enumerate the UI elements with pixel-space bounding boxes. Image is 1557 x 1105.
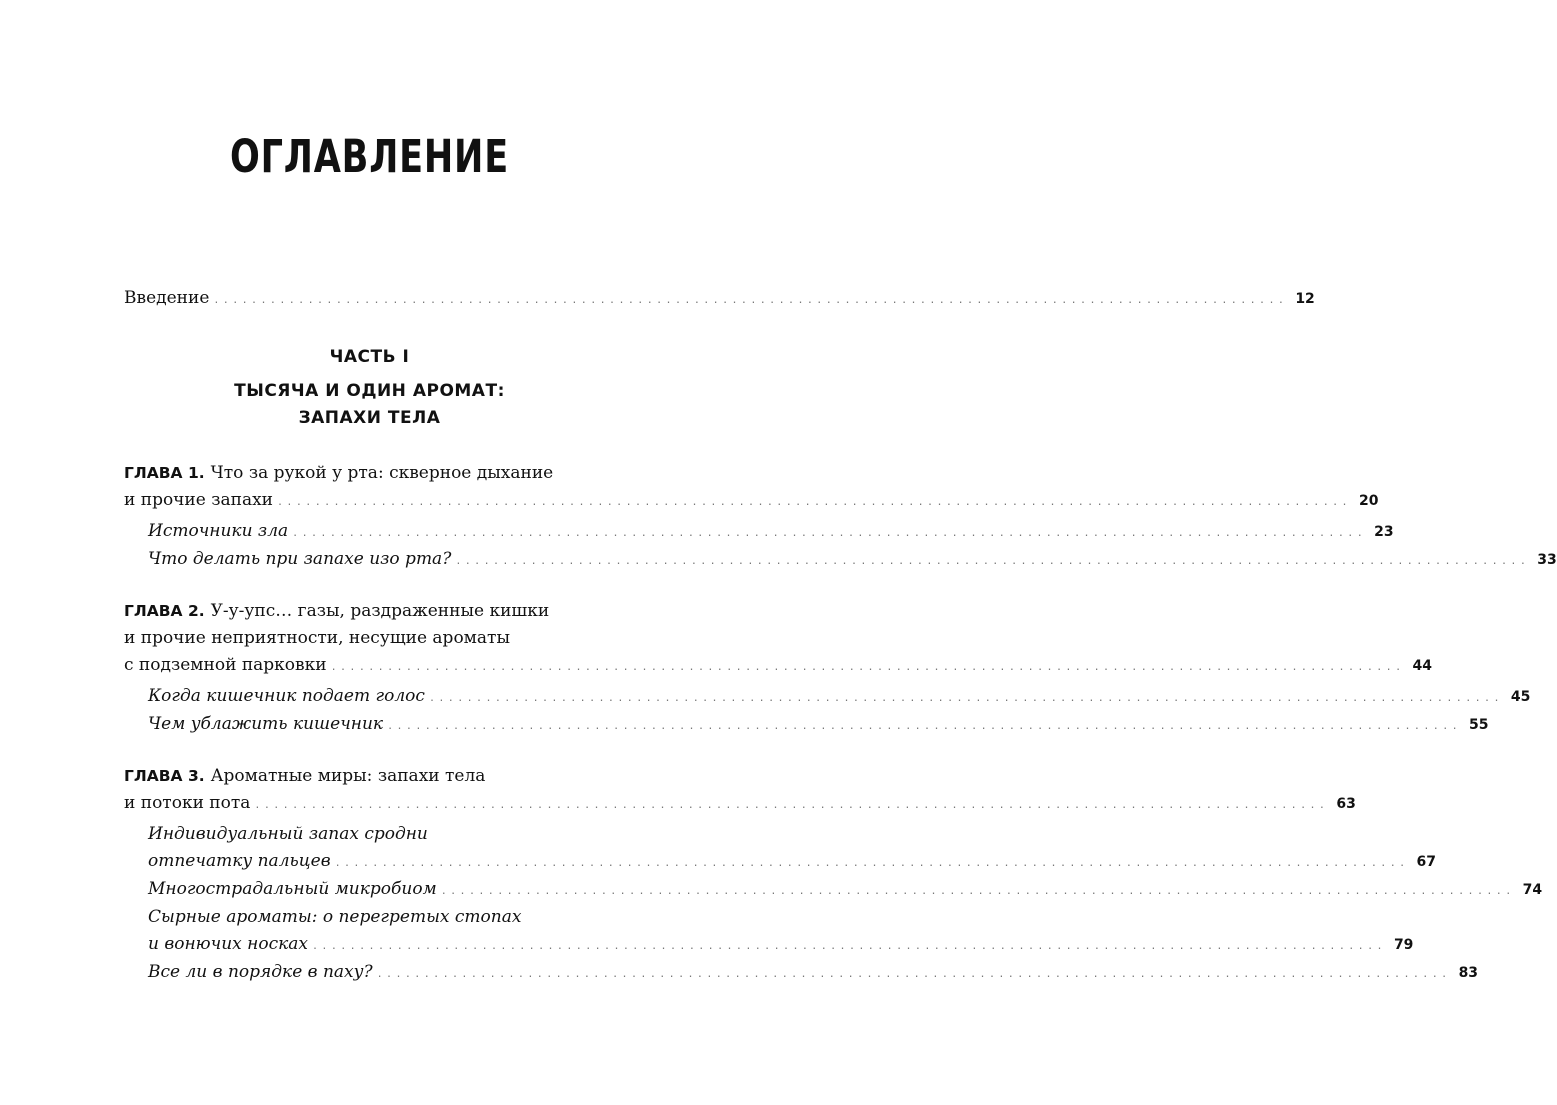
chapter-heading-line[interactable]: [124, 793, 1356, 821]
chapter-title-line: и прочие запахи: [124, 490, 274, 510]
part-title-line-2: ЗАПАХИ ТЕЛА: [298, 408, 441, 428]
chapter-heading-line[interactable]: [124, 766, 656, 794]
section-title: и вонючих носках: [148, 934, 308, 954]
chapter-label: ГЛАВА 1.: [124, 464, 205, 482]
chapter-heading-line[interactable]: [124, 628, 656, 656]
leader-dots: ..................................................................................................................: [213, 295, 1288, 306]
page-number: 45: [1510, 689, 1531, 705]
chapter-label: ГЛАВА 3.: [124, 767, 205, 785]
section-entry[interactable]: [148, 714, 1489, 742]
section-title: Источники зла: [148, 521, 289, 541]
page-number: 63: [1336, 796, 1356, 812]
leader-dots: ..................................................................................................................: [254, 800, 1329, 811]
section-title: Индивидуальный запах сродни: [148, 824, 428, 844]
leader-dots: ..................................................................................................................: [387, 721, 1462, 732]
leader-dots: ..................................................................................................................: [440, 886, 1515, 897]
chapter-label: ГЛАВА 2.: [124, 602, 205, 620]
part-title-line-1: ТЫСЯЧА И ОДИН АРОМАТ:: [234, 381, 505, 401]
section-entry[interactable]: [148, 879, 1543, 907]
leader-dots: ..................................................................................................................: [428, 693, 1503, 704]
section-title: Многострадальный микробиом: [148, 879, 437, 899]
chapter-title-line: и потоки пота: [124, 793, 251, 813]
leader-dots: ..................................................................................................................: [292, 528, 1367, 539]
section-entry[interactable]: [148, 686, 1531, 714]
section-entry[interactable]: [148, 851, 1437, 879]
page-number: 23: [1374, 524, 1394, 540]
toc-entry-intro[interactable]: [124, 288, 1315, 316]
leader-dots: ..................................................................................................................: [376, 969, 1451, 980]
chapter-title-line: У-у-упс… газы, раздраженные кишки: [210, 601, 550, 621]
section-entry[interactable]: [148, 824, 656, 852]
page-number: 83: [1458, 965, 1479, 981]
page-number: 44: [1412, 658, 1432, 674]
leader-dots: ..................................................................................................................: [455, 556, 1530, 567]
section-title: Что делать при запахе изо рта?: [148, 549, 452, 569]
leader-dots: ..................................................................................................................: [330, 662, 1405, 673]
page-title: ОГЛАВЛЕНИЕ: [230, 130, 509, 183]
toc-entry-label: Введение: [124, 288, 210, 308]
page-number: 55: [1469, 717, 1489, 733]
chapter-title-line: с подземной парковки: [124, 655, 327, 675]
chapter-heading-line[interactable]: [124, 655, 1432, 683]
section-title: Когда кишечник подает голос: [148, 686, 425, 706]
page-number: 33: [1537, 552, 1557, 568]
part-number: ЧАСТЬ I: [329, 347, 410, 367]
section-entry[interactable]: [148, 962, 1479, 990]
leader-dots: ..................................................................................................................: [312, 941, 1386, 952]
chapter-title-line: и прочие неприятности, несущие ароматы: [124, 628, 510, 648]
chapter-heading-line[interactable]: [124, 490, 1379, 518]
chapter-title-line: Ароматные миры: запахи тела: [210, 766, 486, 786]
section-title: Все ли в порядке в паху?: [148, 962, 373, 982]
section-entry[interactable]: [148, 934, 1414, 962]
section-title: Чем ублажить кишечник: [148, 714, 384, 734]
section-entry[interactable]: [148, 521, 1394, 549]
page-number: 79: [1393, 937, 1414, 953]
leader-dots: ..................................................................................................................: [334, 858, 1409, 869]
page-number: 20: [1358, 493, 1379, 509]
section-entry[interactable]: [148, 549, 1557, 577]
page-number: 74: [1522, 882, 1543, 898]
chapter-heading-line[interactable]: [124, 463, 656, 491]
page-number: 67: [1416, 854, 1437, 870]
chapter-title-line: Что за рукой у рта: скверное дыхание: [210, 463, 554, 483]
chapter-heading-line[interactable]: [124, 601, 656, 629]
section-title: Сырные ароматы: о перегретых стопах: [148, 907, 522, 927]
section-entry[interactable]: [148, 907, 656, 935]
page-number: 12: [1295, 291, 1315, 307]
leader-dots: ..................................................................................................................: [277, 497, 1351, 508]
section-title: отпечатку пальцев: [148, 851, 331, 871]
